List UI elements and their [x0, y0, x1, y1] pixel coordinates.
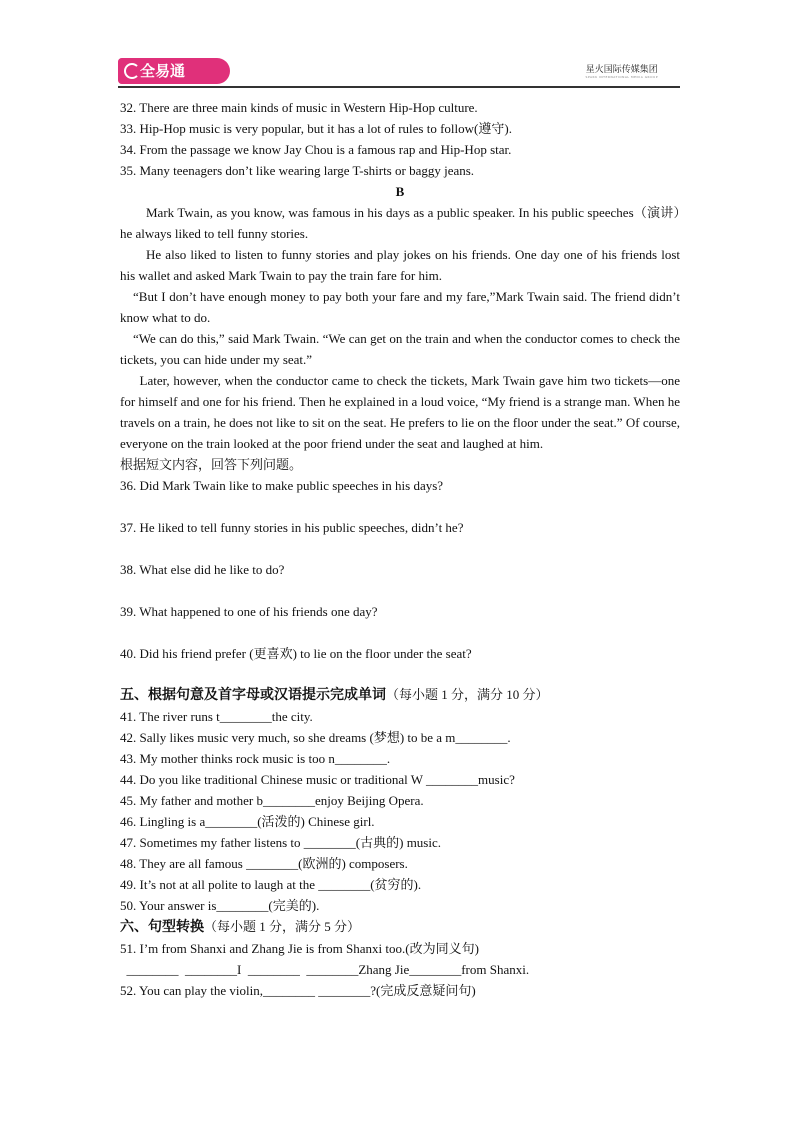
question-item: 44. Do you like traditional Chinese music or traditional W ________music? — [120, 772, 515, 787]
passage-paragraph: Later, however, when the conductor came to check the tickets, Mark Twain gave him two tickets—one for himself and one for his friend. Then he explained in a loud voice, “My friend is a strange man. When he travels on a train, he does not like to sit on the seat. He prefers to lie on the floor under the seat.” Of course, everyone on the train looked at the poor friend under the seat and laughed at him. — [120, 373, 680, 451]
answer-blank-line: ________ ________I ________ ________Zhang Jie________from Shanxi. — [120, 962, 530, 977]
logo-text: 全易通 — [140, 62, 186, 80]
passage-letter: B — [395, 184, 405, 199]
question-item: 42. Sally likes music very much, so she dreams (梦想) to be a m________. — [120, 730, 511, 745]
question-item: 45. My father and mother b________enjoy Beijing Opera. — [120, 793, 424, 808]
question-item: 47. Sometimes my father listens to ________(古典的) music. — [120, 835, 441, 850]
question-item: 43. My mother thinks rock music is too n________. — [120, 751, 391, 766]
brand-name: 星火国际传媒集团 — [585, 65, 658, 75]
question-item: 51. I’m from Shanxi and Zhang Jie is from Shanxi too.(改为同义句) — [120, 941, 479, 956]
document-body — [120, 97, 680, 1001]
question-item: 48. They are all famous ________(欧洲的) composers. — [120, 856, 408, 871]
header-rule — [118, 86, 680, 88]
section-note: （每小题 1 分，满分 10 分） — [386, 687, 549, 702]
question-item: 34. From the passage we know Jay Chou is a famous rap and Hip-Hop star. — [120, 142, 512, 157]
question-item: 46. Lingling is a________(活泼的) Chinese girl. — [120, 814, 375, 829]
question-item: 36. Did Mark Twain like to make public speeches in his days? — [120, 478, 444, 493]
passage-paragraph: Mark Twain, as you know, was famous in his days as a public speaker. In his public speeches（演讲）he always liked to tell funny stories. — [120, 205, 680, 241]
question-item: 35. Many teenagers don’t like wearing large T-shirts or baggy jeans. — [120, 163, 475, 178]
section-note: （每小题 1 分，满分 5 分） — [204, 919, 361, 934]
passage-paragraph: He also liked to listen to funny stories and play jokes on his friends. One day one of his friends lost his wallet and asked Mark Twain to pay the train fare for him. — [120, 247, 680, 283]
passage-paragraph: “But I don’t have enough money to pay both your fare and my fare,”Mark Twain said. The friend didn’t know what to do. — [120, 289, 680, 325]
question-item: 40. Did his friend prefer (更喜欢) to lie on the floor under the seat? — [120, 646, 472, 661]
section-heading — [120, 684, 680, 706]
question-item: 39. What happened to one of his friends one day? — [120, 604, 378, 619]
question-item: 37. He liked to tell funny stories in his public speeches, didn’t he? — [120, 520, 464, 535]
section-heading — [120, 916, 680, 938]
logo-swirl-icon — [124, 63, 140, 79]
section-title: 五、根据句意及首字母或汉语提示完成单词 — [120, 687, 386, 703]
question-item: 38. What else did he like to do? — [120, 562, 285, 577]
logo — [118, 58, 230, 84]
question-item: 41. The river runs t________the city. — [120, 709, 313, 724]
brand — [585, 62, 658, 79]
passage-paragraph: “We can do this,” said Mark Twain. “We can get on the train and when the conductor comes to check the tickets, you can hide under my seat.” — [120, 331, 680, 367]
question-item: 32. There are three main kinds of music in Western Hip-Hop culture. — [120, 100, 478, 115]
question-item: 52. You can play the violin,________ ________?(完成反意疑问句) — [120, 983, 476, 998]
section-title: 六、句型转换 — [120, 919, 204, 935]
question-item: 50. Your answer is________(完美的). — [120, 898, 320, 913]
question-item: 49. It’s not at all polite to laugh at the ________(贫穷的). — [120, 877, 422, 892]
instruction: 根据短文内容，回答下列问题。 — [120, 457, 303, 472]
question-item: 33. Hip-Hop music is very popular, but it has a lot of rules to follow(遵守). — [120, 121, 512, 136]
brand-subtitle: SPARK INTERNATIONAL MEDIA GROUP — [585, 75, 658, 79]
